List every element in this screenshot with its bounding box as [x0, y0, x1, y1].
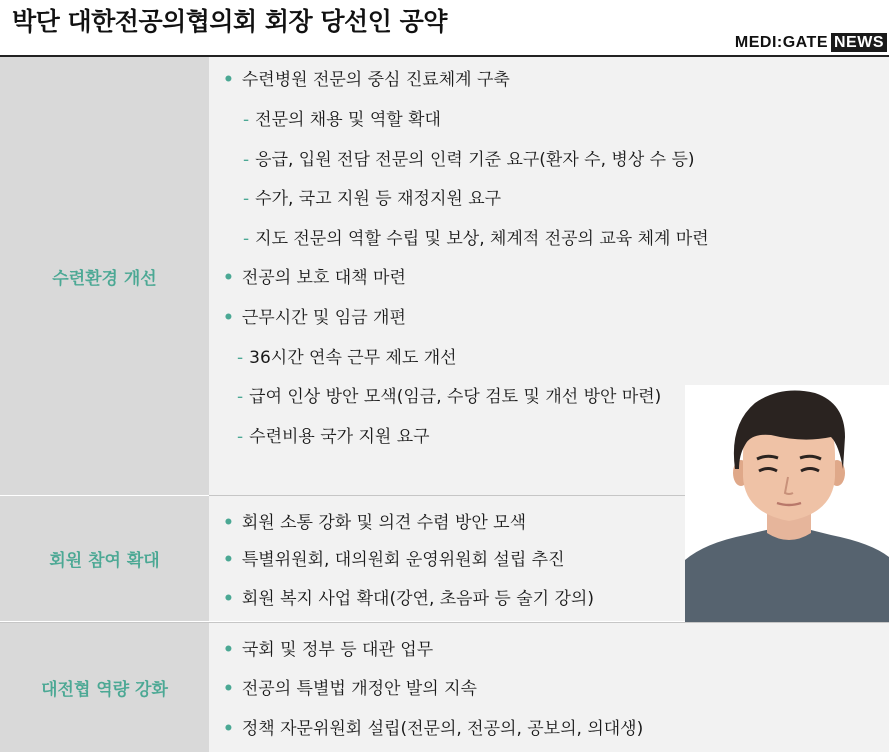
list-subitem: - 수련비용 국가 지원 요구: [237, 427, 430, 447]
list-subitem: - 전문의 채용 및 역할 확대: [243, 110, 441, 130]
dash-icon: -: [243, 229, 250, 249]
section-label: 수련환경 개선: [0, 57, 209, 495]
list-item: • 국회 및 정부 등 대관 업무: [223, 640, 434, 660]
list-subitem: - 급여 인상 방안 모색(임금, 수당 검토 및 개선 방안 마련): [237, 387, 662, 407]
page-title: 박단 대한전공의협의회 회장 당선인 공약: [12, 7, 447, 36]
dash-icon: -: [237, 387, 244, 407]
dash-icon: -: [243, 150, 250, 170]
bullet-icon: •: [223, 679, 234, 699]
list-item: • 근무시간 및 임금 개편: [223, 308, 406, 328]
list-item: • 수련병원 전문의 중심 진료체계 구축: [223, 70, 510, 90]
bullet-icon: •: [223, 550, 234, 570]
dash-icon: -: [243, 110, 250, 130]
dash-icon: -: [237, 348, 244, 368]
list-subitem: - 수가, 국고 지원 등 재정지원 요구: [243, 189, 502, 209]
bullet-icon: •: [223, 308, 234, 328]
section-content: [209, 623, 889, 752]
bullet-icon: •: [223, 70, 234, 90]
dash-icon: -: [243, 189, 250, 209]
list-item: • 특별위원회, 대의원회 운영위원회 설립 추진: [223, 550, 565, 570]
list-subitem: - 응급, 입원 전담 전문의 인력 기준 요구(환자 수, 병상 수 등): [243, 150, 695, 170]
bullet-icon: •: [223, 268, 234, 288]
section-label: 회원 참여 확대: [0, 496, 209, 621]
brand-logo-left: MEDI:GATE: [734, 33, 828, 51]
dash-icon: -: [237, 427, 244, 447]
brand-logo: [735, 33, 887, 52]
list-subitem: - 지도 전문의 역할 수립 및 보상, 체계적 전공의 교육 체계 마련: [243, 229, 709, 249]
portrait-photo: [685, 385, 889, 622]
bullet-icon: •: [223, 719, 234, 739]
brand-logo-right: NEWS: [831, 33, 887, 52]
list-item: • 회원 복지 사업 확대(강연, 초음파 등 술기 강의): [223, 589, 594, 609]
bullet-icon: •: [223, 589, 234, 609]
section-label: 대전협 역량 강화: [0, 623, 209, 752]
list-item: • 회원 소통 강화 및 의견 수렴 방안 모색: [223, 513, 527, 533]
section-capacity-building: [0, 623, 889, 752]
list-subitem: - 36시간 연속 근무 제도 개선: [237, 348, 457, 368]
bullet-icon: •: [223, 513, 234, 533]
bullet-icon: •: [223, 640, 234, 660]
list-item: • 전공의 보호 대책 마련: [223, 268, 406, 288]
list-item: • 정책 자문위원회 설립(전문의, 전공의, 공보의, 의대생): [223, 719, 644, 739]
list-item: • 전공의 특별법 개정안 발의 지속: [223, 679, 477, 699]
